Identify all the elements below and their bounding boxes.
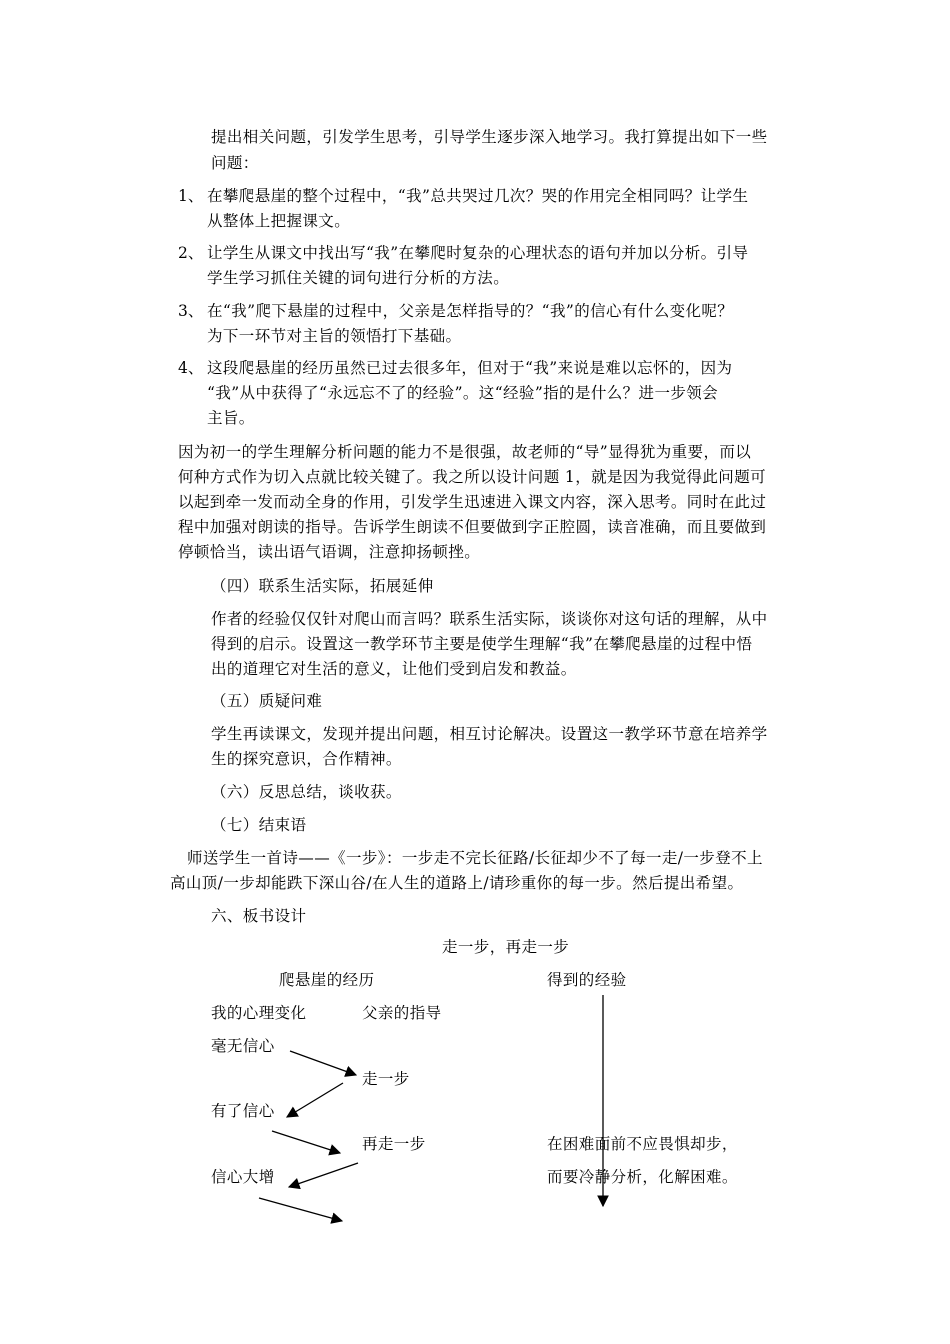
explanation-line-4: 程中加强对朗读的指导。告诉学生朗读不但要做到字正腔圆，读音准确，而且要做到 <box>178 518 767 536</box>
explanation-line-5: 停顿恰当，读出语气语调，注意抑扬顿挫。 <box>178 543 481 561</box>
board-col-mind: 我的心理变化 <box>211 1004 307 1022</box>
question-4-number: 4、 <box>178 359 204 377</box>
board-lesson-2: 而要冷静分析，化解困难。 <box>547 1168 738 1186</box>
question-3-number: 3、 <box>178 302 204 320</box>
arrow-mind3-onward <box>259 1198 342 1221</box>
question-2-number: 2、 <box>178 244 204 262</box>
poem-line-1: 师送学生一首诗——《一步》：一步走不完长征路/长征却少不了每一走/一步登不上 <box>187 849 763 867</box>
board-mind-3: 信心大增 <box>211 1168 275 1186</box>
board-lesson-1: 在困难面前不应畏惧却步， <box>547 1135 738 1153</box>
intro-line-2: 问题： <box>211 154 259 172</box>
question-4-line-2: “我”从中获得了“永远忘不了的经验”。这“经验”指的是什么？进一步领会 <box>207 384 719 402</box>
section-7-heading: （七）结束语 <box>211 816 307 834</box>
question-2-line-2: 学生学习抓住关键的词句进行分析的方法。 <box>207 269 510 287</box>
arrow-mind1-to-step1 <box>290 1051 356 1075</box>
question-3-line-1: 在“我”爬下悬崖的过程中，父亲是怎样指导的？“我”的信心有什么变化呢？ <box>207 302 734 320</box>
intro-line-1: 提出相关问题，引发学生思考，引导学生逐步深入地学习。我打算提出如下一些 <box>211 128 768 146</box>
question-2-line-1: 让学生从课文中找出写“我”在攀爬时复杂的心理状态的语句并加以分析。引导 <box>207 244 749 262</box>
board-col-father: 父亲的指导 <box>362 1004 442 1022</box>
board-heading: 六、板书设计 <box>211 907 307 925</box>
board-mind-1: 毫无信心 <box>211 1037 275 1055</box>
section-4-line-2: 得到的启示。设置这一教学环节主要是使学生理解“我”在攀爬悬崖的过程中悟 <box>211 635 753 653</box>
question-1-line-1: 在攀爬悬崖的整个过程中，“我”总共哭过几次？哭的作用完全相同吗？让学生 <box>207 187 749 205</box>
section-4-line-1: 作者的经验仅仅针对爬山而言吗？联系生活实际，谈谈你对这句话的理解，从中 <box>211 610 768 628</box>
poem-line-2: 高山顶/一步却能跌下深山谷/在人生的道路上/请珍重你的每一步。然后提出希望。 <box>170 874 744 892</box>
section-4-heading: （四）联系生活实际，拓展延伸 <box>211 577 434 595</box>
arrow-step2-to-mind3 <box>289 1163 358 1187</box>
board-step-2: 再走一步 <box>362 1135 426 1153</box>
section-6-heading: （六）反思总结，谈收获。 <box>211 783 402 801</box>
question-4-line-1: 这段爬悬崖的经历虽然已过去很多年，但对于“我”来说是难以忘怀的，因为 <box>207 359 733 377</box>
question-1-line-2: 从整体上把握课文。 <box>207 212 351 230</box>
board-right-header: 得到的经验 <box>547 971 627 989</box>
board-title: 走一步，再走一步 <box>442 938 570 956</box>
board-left-header: 爬悬崖的经历 <box>279 971 375 989</box>
question-3-line-2: 为下一环节对主旨的领悟打下基础。 <box>207 327 462 345</box>
question-4-line-3: 主旨。 <box>207 409 255 427</box>
question-1-number: 1、 <box>178 187 204 205</box>
explanation-line-1: 因为初一的学生理解分析问题的能力不是很强，故老师的“导”显得犹为重要，而以 <box>178 443 752 461</box>
section-5-line-2: 生的探究意识，合作精神。 <box>211 750 402 768</box>
board-step-1: 走一步 <box>362 1070 410 1088</box>
section-5-line-1: 学生再读课文，发现并提出问题，相互讨论解决。设置这一教学环节意在培养学 <box>211 725 768 743</box>
section-4-line-3: 出的道理它对生活的意义，让他们受到启发和教益。 <box>211 660 577 678</box>
section-5-heading: （五）质疑问难 <box>211 692 323 710</box>
arrow-mind2-to-step2 <box>272 1131 340 1153</box>
board-mind-2: 有了信心 <box>211 1102 275 1120</box>
explanation-line-3: 以起到牵一发而动全身的作用，引发学生迅速进入课文内容，深入思考。同时在此过 <box>178 493 767 511</box>
explanation-line-2: 何种方式作为切入点就比较关键了。我之所以设计问题 1，就是因为我觉得此问题可 <box>178 468 766 486</box>
arrow-step1-to-mind2 <box>287 1083 343 1117</box>
